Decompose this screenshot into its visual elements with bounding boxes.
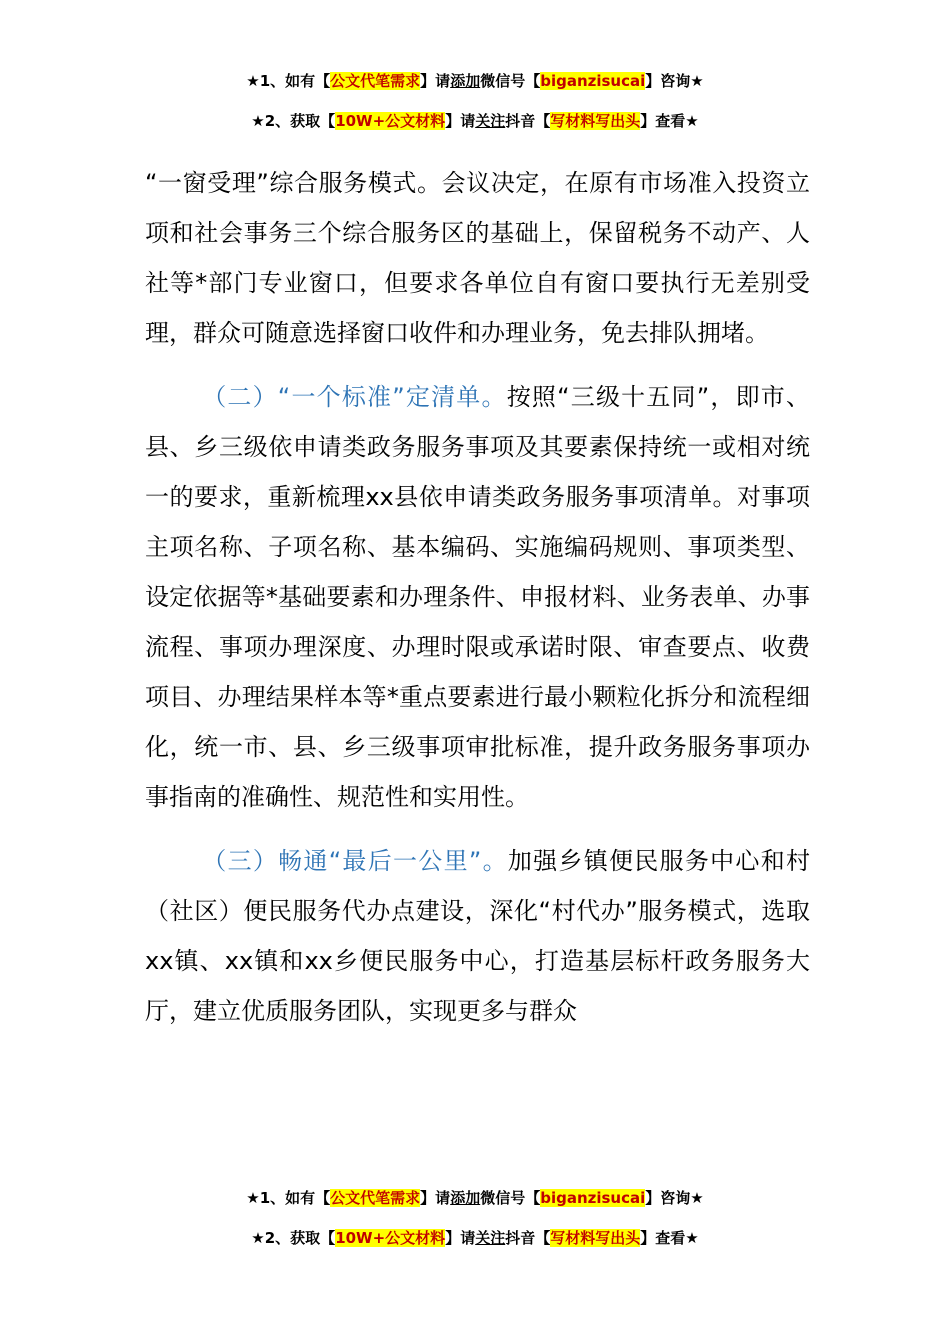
document-body — [145, 158, 810, 1036]
highlight-wechat-id: biganzisucai — [540, 72, 646, 90]
header-line-2: ★2、获取【10W+公文材料】请关注抖音【写材料写出头】查看★ — [251, 112, 699, 130]
footer-line-1: ★1、如有【公文代笔需求】请添加微信号【biganzisucai】咨询★ — [246, 1189, 704, 1207]
footer-line-2: ★2、获取【10W+公文材料】请关注抖音【写材料写出头】查看★ — [251, 1229, 699, 1247]
section-heading-3: （三）畅通“最后一公里”。 — [201, 847, 508, 875]
highlight-ghostwriting: 公文代笔需求 — [330, 72, 421, 90]
paragraph-3: （三）畅通“最后一公里”。加强乡镇便民服务中心和村（社区）便民服务代办点建设，深化“村代办”服务模式，选取xx镇、xx镇和xx乡便民服务中心，打造基层标杆政务服务大厅，建立优质服务团队，实现更多与群众 — [145, 847, 810, 1025]
paragraph-2: （二）“一个标准”定清单。按照“三级十五同”，即市、县、乡三级依申请类政务服务事项及其要素保持统一或相对统一的要求，重新梳理xx县依申请类政务服务事项清单。对事项主项名称、子项名称、基本编码、实施编码规则、事项类型、设定依据等*基础要素和办理条件、申报材料、业务表单、办事流程、事项办理深度、办理时限或承诺时限、审查要点、收费项目、办理结果样本等*重点要素进行最小颗粒化拆分和流程细化，统一市、县、乡三级事项审批标准，提升政务服务事项办事指南的准确性、规范性和实用性。 — [145, 383, 810, 811]
paragraph-1: “一窗受理”综合服务模式。会议决定，在原有市场准入投资立项和社会事务三个综合服务区的基础上，保留税务不动产、人社等*部门专业窗口，但要求各单位自有窗口要执行无差别受理，群众可随意选择窗口收件和办理业务，免去排队拥堵。 — [145, 169, 810, 347]
section-heading-2: （二）“一个标准”定清单。 — [201, 383, 507, 411]
header-line-1: ★1、如有【公文代笔需求】请添加微信号【biganzisucai】咨询★ — [246, 72, 704, 90]
highlight-douyin: 写材料写出头 — [550, 112, 641, 130]
highlight-materials: 10W+公文材料 — [335, 112, 446, 130]
